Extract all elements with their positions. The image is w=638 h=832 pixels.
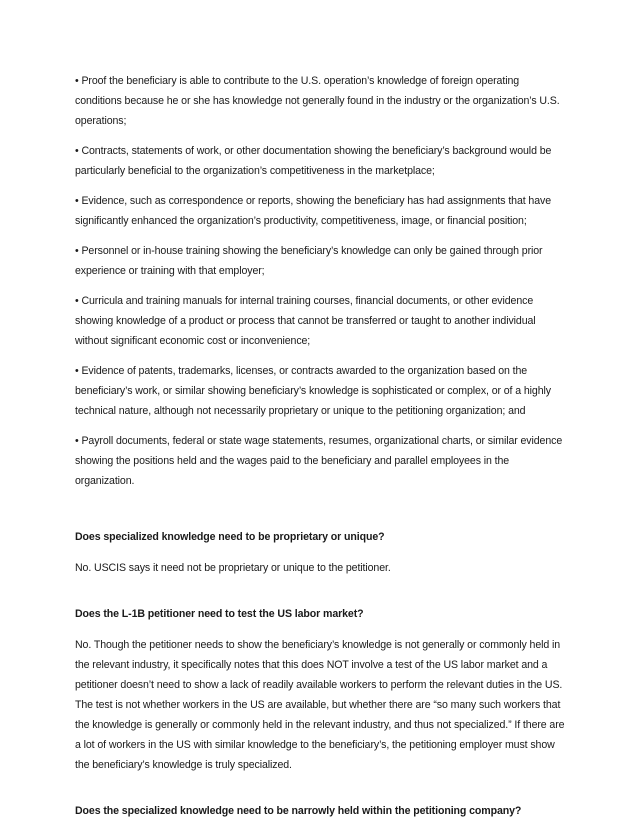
question-heading-proprietary: Does specialized knowledge need to be proprietary or unique? xyxy=(75,531,385,543)
question-heading-narrowly-held: Does the specialized knowledge need to be narrowly held within the petitioning company? xyxy=(75,805,522,817)
section-spacer xyxy=(75,501,567,527)
document-page xyxy=(75,71,567,832)
evidence-bullet-5: • Curricula and training manuals for internal training courses, financial documents, or other evidence showing knowledge of a product or process that cannot be transferred or taught to another individual without significant economic cost or inconvenience; xyxy=(75,295,536,347)
evidence-bullet-3: • Evidence, such as correspondence or reports, showing the beneficiary has had assignments that have significantly enhanced the organization’s productivity, competitiveness, image, or financial position; xyxy=(75,195,552,227)
question-heading-labor-market: Does the L-1B petitioner need to test the US labor market? xyxy=(75,608,364,620)
answer-labor-market: No. Though the petitioner needs to show the beneficiary’s knowledge is not generally or commonly held in the relevant industry, it specifically notes that this does NOT involve a test of the US labor market and a petitioner doesn’t need to show a lack of readily available workers to perform the relevant duties in the US. The test is not whether workers in the US are available, but whether there are “so many such workers that the knowledge is generally or commonly held in the relevant industry, and thus not specialized.” If there are a lot of workers in the US with similar knowledge to the beneficiary’s, the petitioning employer must show the beneficiary’s knowledge is truly specialized. xyxy=(75,639,565,771)
section-spacer xyxy=(75,775,567,801)
evidence-bullet-4: • Personnel or in-house training showing the beneficiary’s knowledge can only be gained through prior experience or training with that employer; xyxy=(75,245,543,277)
answer-proprietary: No. USCIS says it need not be proprietary or unique to the petitioner. xyxy=(75,562,391,574)
evidence-bullet-6: • Evidence of patents, trademarks, licenses, or contracts awarded to the organization based on the beneficiary’s work, or similar showing beneficiary’s knowledge is sophisticated or complex, or of a highly technical nature, although not necessarily proprietary or unique to the petitioning organization; and xyxy=(75,365,551,417)
evidence-bullet-2: • Contracts, statements of work, or other documentation showing the beneficiary’s background would be particularly beneficial to the organization’s competitiveness in the marketplace; xyxy=(75,145,552,177)
evidence-bullet-1: • Proof the beneficiary is able to contribute to the U.S. operation’s knowledge of foreign operating conditions because he or she has knowledge not generally found in the industry or the organization’s U.S. operations; xyxy=(75,75,560,127)
evidence-bullet-7: • Payroll documents, federal or state wage statements, resumes, organizational charts, or similar evidence showing the positions held and the wages paid to the beneficiary and parallel employees in the organization. xyxy=(75,435,563,487)
section-spacer xyxy=(75,578,567,604)
